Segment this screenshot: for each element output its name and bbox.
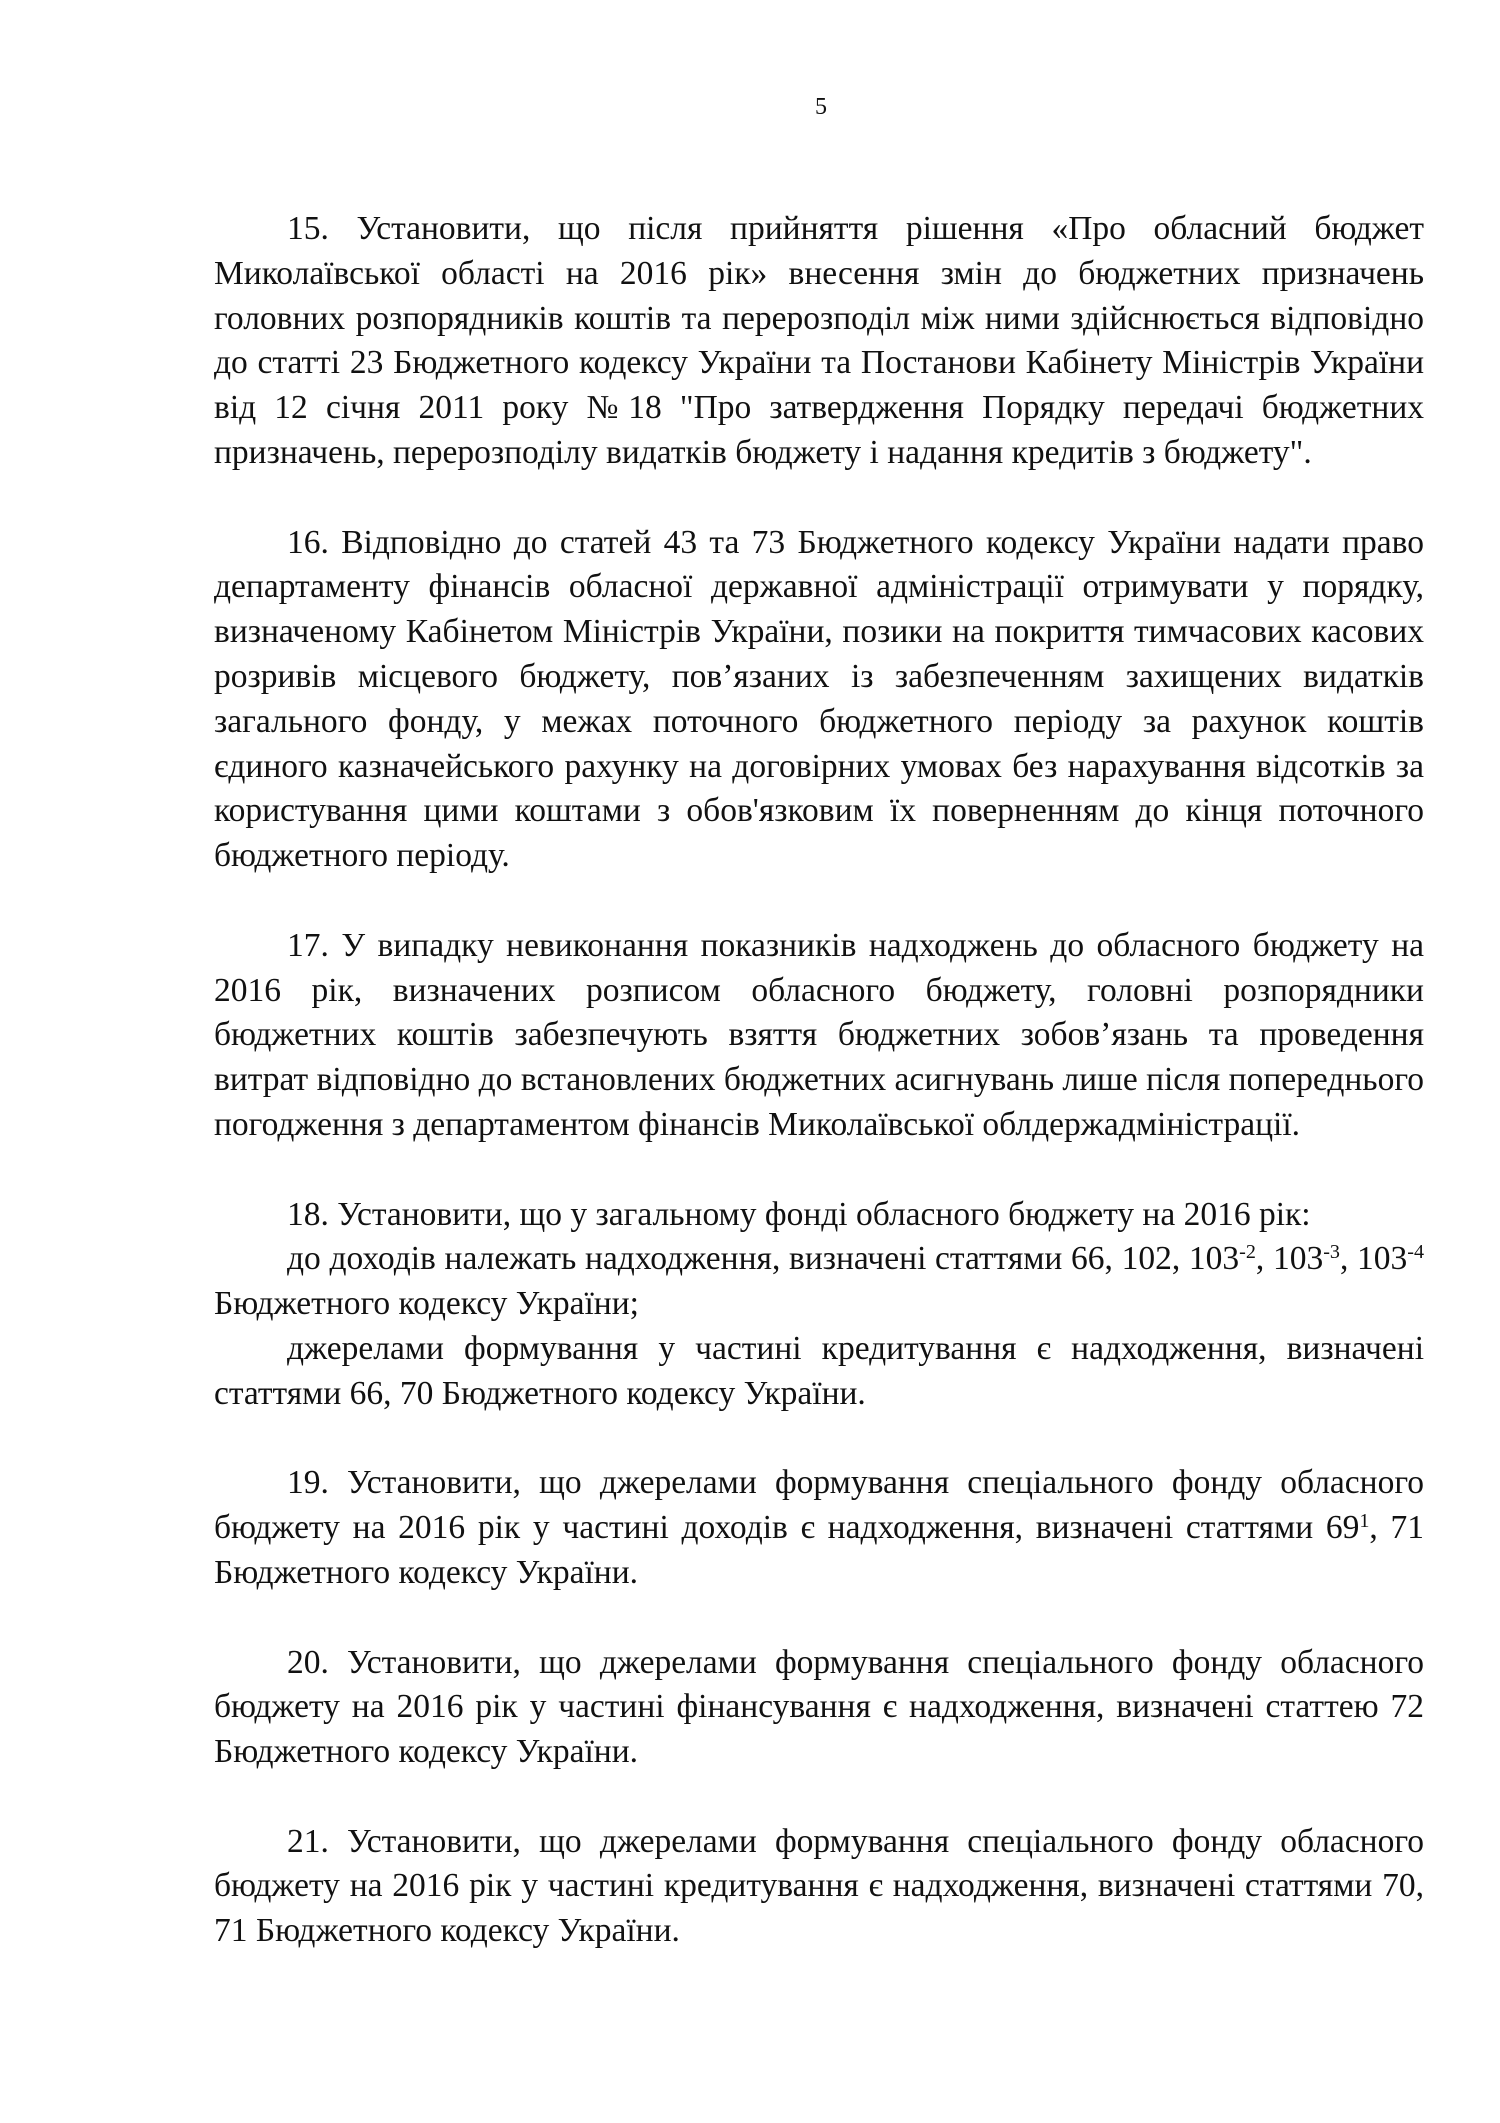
- text-segment: Бюджетного кодексу України;: [214, 1285, 639, 1323]
- page-number: 5: [815, 94, 827, 120]
- superscript: -3: [1323, 1241, 1340, 1264]
- superscript: -2: [1239, 1241, 1256, 1264]
- paragraph-17: 17. У випадку невиконання показників надходжень до обласного бюджету на 2016 рік, визначених розписом обласного бюджету, головні розпорядники бюджетних коштів забезпечують взяття бюджетних зобов’язань та проведення витрат відповідно до встановлених бюджетних асигнувань лише після попереднього погодження з департаментом фінансів Миколаївської облдержадміністрації.: [214, 926, 1424, 1143]
- text-segment: , 71 Бюджетного кодексу України.: [214, 1509, 1424, 1591]
- paragraph-18-revenues: [214, 1237, 1424, 1327]
- paragraph-21: 21. Установити, що джерелами формування спеціального фонду обласного бюджету на 2016 рік у частині кредитування є надходження, визначені статтями 70, 71 Бюджетного кодексу України.: [214, 1822, 1424, 1950]
- paragraph-18-intro: 18. Установити, що у загальному фонді обласного бюджету на 2016 рік:: [287, 1195, 1311, 1233]
- paragraph-18-crediting: джерелами формування у частині кредитування є надходження, визначені статтями 66, 70 Бюджетного кодексу України.: [214, 1329, 1424, 1412]
- paragraph-20: 20. Установити, що джерелами формування спеціального фонду обласного бюджету на 2016 рік у частині фінансування є надходження, визначені статтею 72 Бюджетного кодексу України.: [214, 1643, 1424, 1771]
- text-segment: до доходів належать надходження, визначені статтями 66, 102, 103: [287, 1240, 1240, 1278]
- paragraph-16: 16. Відповідно до статей 43 та 73 Бюджетного кодексу України надати право департаменту фінансів обласної державної адміністрації отримувати у порядку, визначеному Кабінетом Міністрів України, позики на покриття тимчасових касових розривів місцевого бюджету, пов’язаних із забезпеченням захищених видатків загального фонду, у межах поточного бюджетного періоду за рахунок коштів єдиного казначейського рахунку на договірних умовах без нарахування відсотків за користування цими коштами з обов'язковим їх поверненням до кінця поточного бюджетного періоду.: [214, 523, 1424, 875]
- document-body: [214, 207, 1424, 1999]
- superscript: 1: [1359, 1510, 1370, 1533]
- superscript: -4: [1407, 1241, 1425, 1264]
- paragraph-15: 15. Установити, що після прийняття рішення «Про обласний бюджет Миколаївської області на 2016 рік» внесення змін до бюджетних призначень головних розпорядників коштів та перерозподіл між ними здійснюється відповідно до статті 23 Бюджетного кодексу України та Постанови Кабінету Міністрів України від 12 січня 2011 року №18 "Про затвердження Порядку передачі бюджетних призначень, перерозподілу видатків бюджету і надання кредитів з бюджету".: [214, 210, 1424, 471]
- paragraph-18: [214, 1193, 1424, 1417]
- text-segment: 19. Установити, що джерелами формування спеціального фонду обласного бюджету на 2016 рік у частині доходів є надходження, визначені статтями 69: [214, 1464, 1424, 1547]
- text-segment: , 103: [1255, 1240, 1324, 1278]
- text-segment: , 103: [1339, 1240, 1408, 1278]
- paragraph-19: [214, 1461, 1424, 1595]
